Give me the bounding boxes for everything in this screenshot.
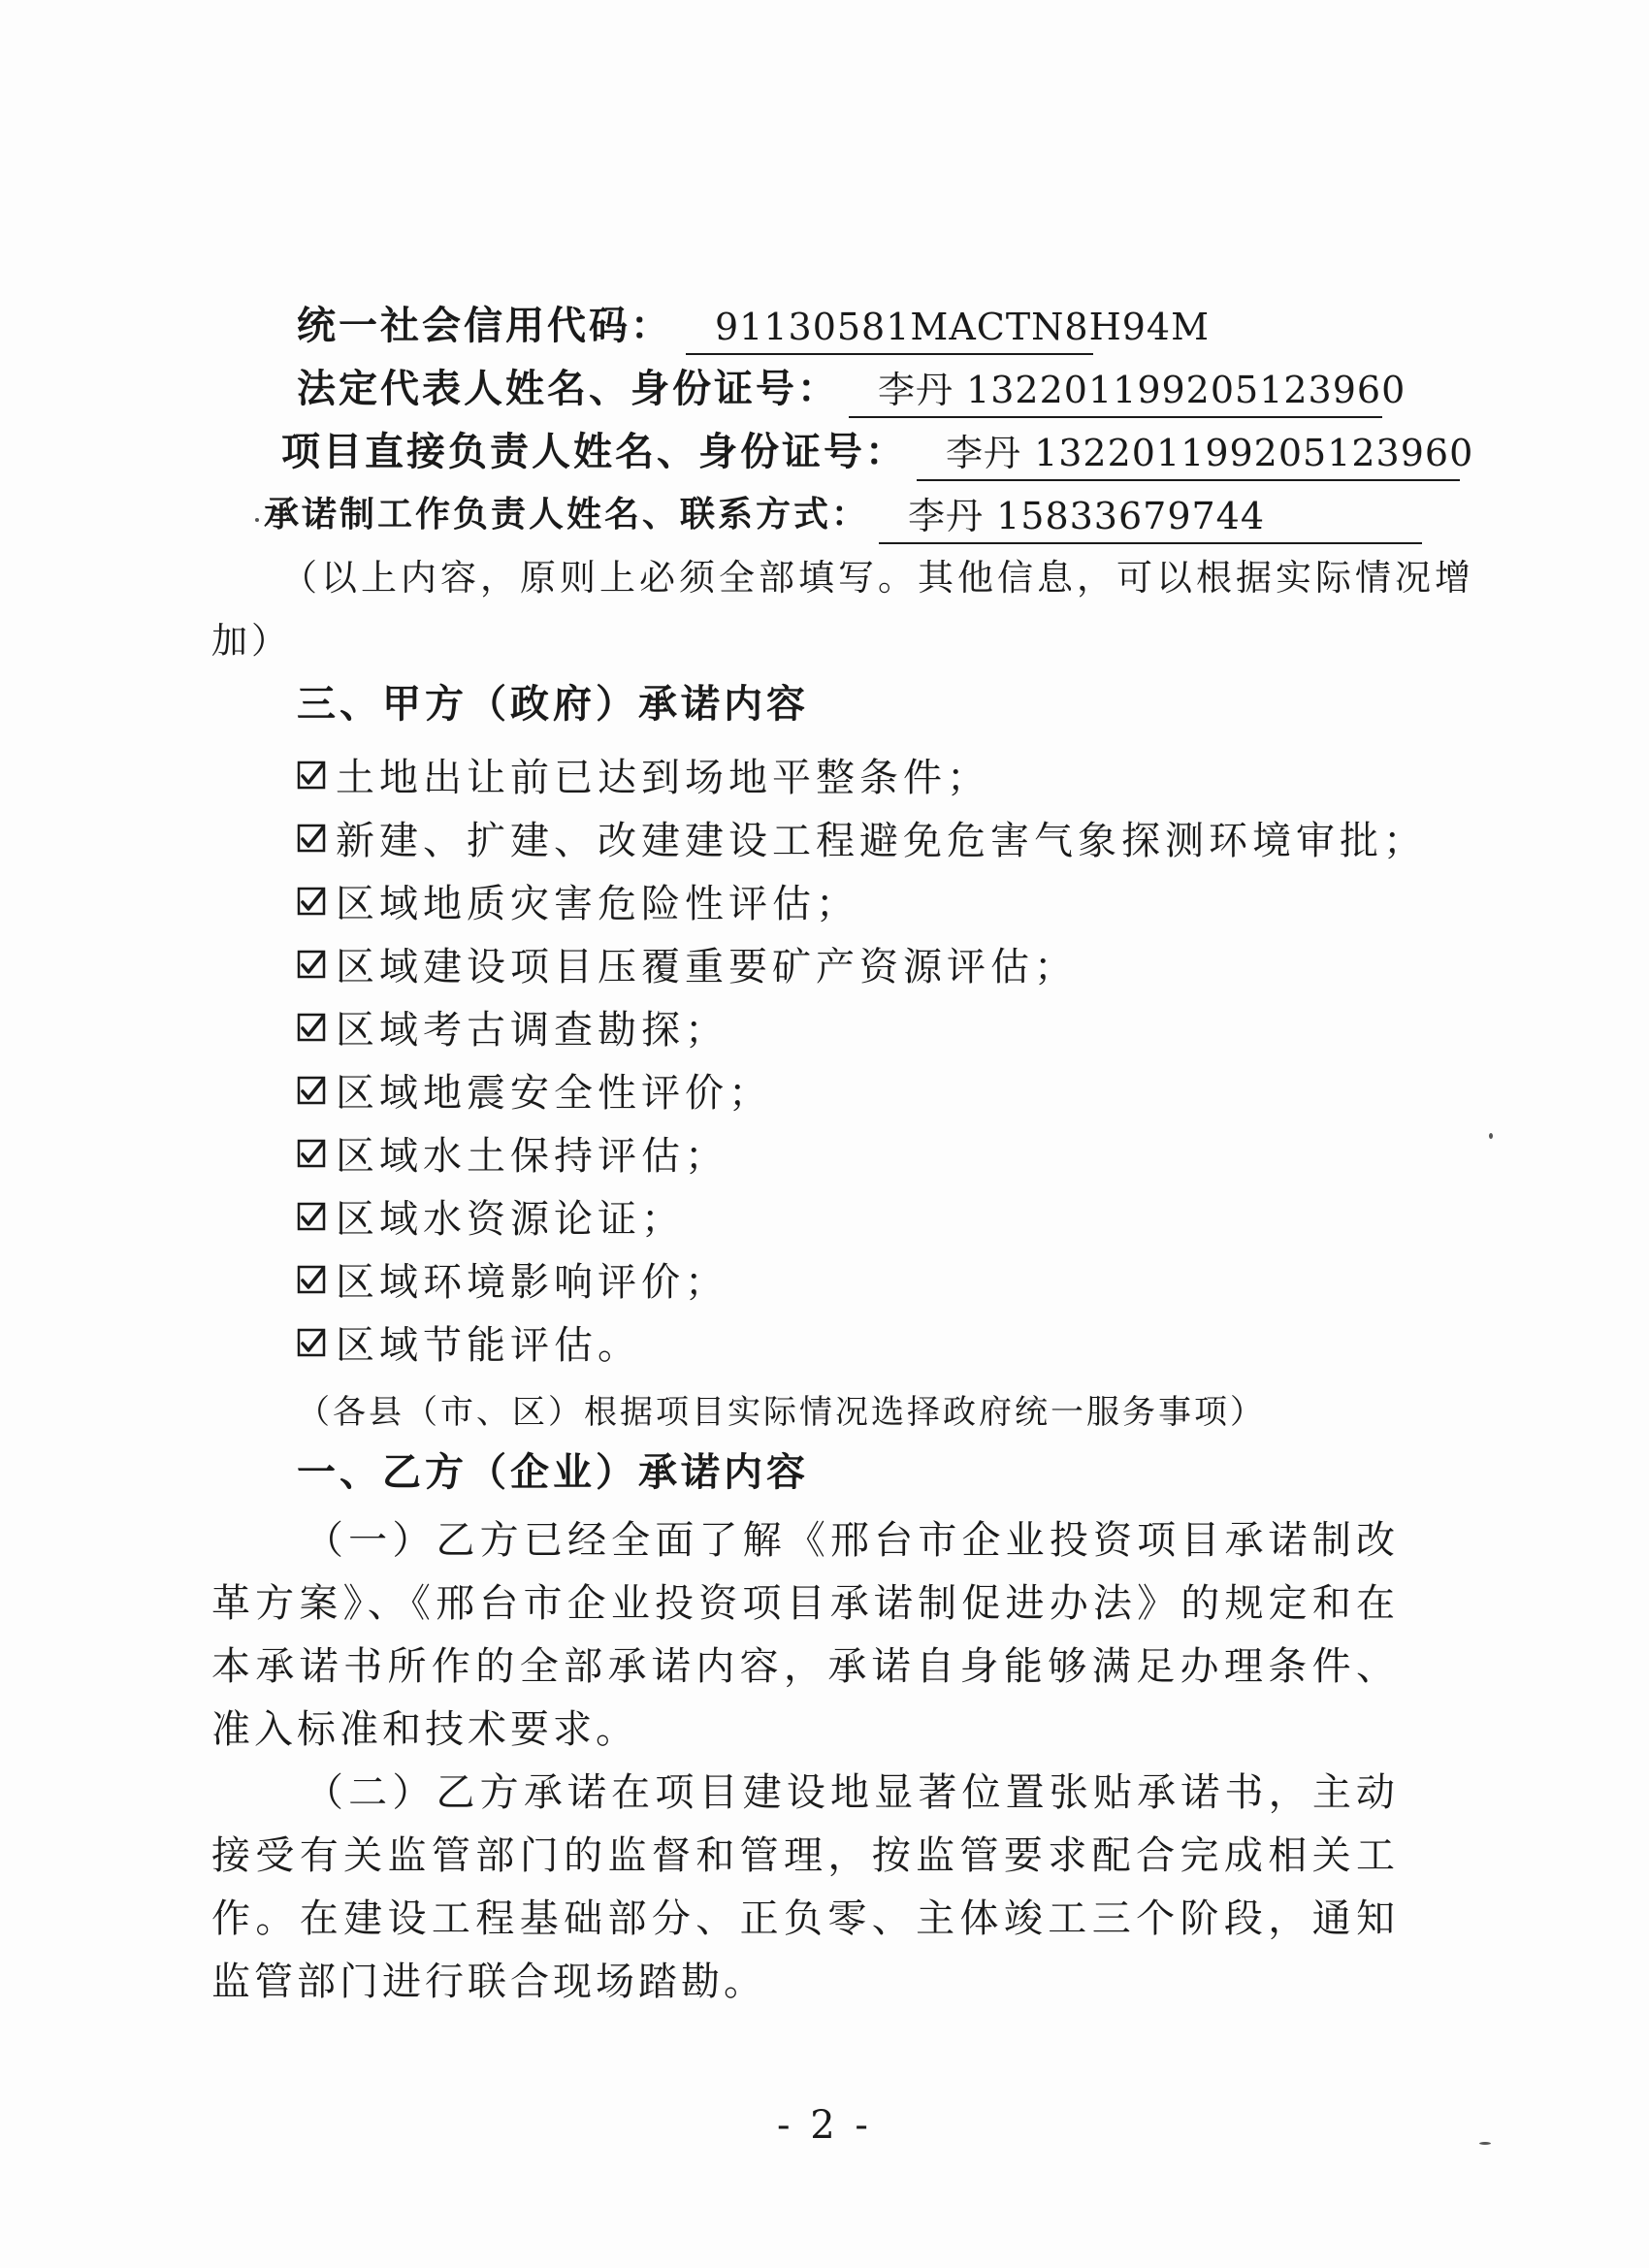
info-note-line2: 加） bbox=[211, 620, 291, 662]
checkbox-checked-icon bbox=[297, 950, 326, 979]
scan-speck bbox=[255, 518, 259, 522]
legal-rep-label: 法定代表人姓名、身份证号： bbox=[297, 367, 839, 411]
checkbox-checked-icon bbox=[297, 824, 326, 853]
government-commitment-item bbox=[297, 1184, 1427, 1247]
government-commitment-label: 区域水土保持评估； bbox=[336, 1134, 728, 1179]
government-commitment-label: 区域地震安全性评价； bbox=[336, 1071, 772, 1116]
enterprise-paragraph-2: （二）乙方承诺在项目建设地显著位置张贴承诺书，主动接受有关监管部门的监督和管理，按监管要求配合完成相关工作。在建设工程基础部分、正负零、主体竣工三个阶段，通知监管部门进行联合现场踏勘。 bbox=[211, 1770, 1399, 2004]
government-commitment-item bbox=[297, 1311, 1427, 1374]
enterprise-paragraph-1: （一）乙方已经全面了解《邢台市企业投资项目承诺制改革方案》、《邢台市企业投资项目承诺制促进办法》的规定和在本承诺书所作的全部承诺内容，承诺自身能够满足办理条件、准入标准和技术要求。 bbox=[211, 1518, 1399, 1752]
government-commitment-list bbox=[297, 743, 1427, 1374]
government-commitment-item bbox=[297, 806, 1427, 869]
checkbox-checked-icon bbox=[297, 1013, 326, 1042]
government-commitment-label: 区域水资源论证； bbox=[336, 1197, 685, 1242]
government-commitment-item bbox=[297, 1058, 1427, 1121]
credit-code-row bbox=[297, 297, 1211, 355]
legal-rep-value: 李丹 132201199205123960 bbox=[849, 364, 1382, 418]
checkbox-checked-icon bbox=[297, 1202, 326, 1231]
government-commitment-label: 区域节能评估。 bbox=[336, 1323, 641, 1368]
project-lead-row bbox=[281, 423, 1474, 481]
credit-code-value: 91130581MACTN8H94M bbox=[686, 301, 1093, 355]
project-lead-label: 项目直接负责人姓名、身份证号： bbox=[281, 430, 907, 474]
commitment-lead-row bbox=[264, 486, 1422, 544]
checkbox-checked-icon bbox=[297, 1265, 326, 1294]
legal-rep-row bbox=[297, 360, 1406, 418]
info-note-line1: （以上内容，原则上必须全部填写。其他信息，可以根据实际情况增 bbox=[281, 557, 1474, 599]
scan-speck bbox=[1489, 1133, 1493, 1139]
commitment-lead-value: 李丹 15833679744 bbox=[879, 490, 1422, 544]
government-section-heading: 三、甲方（政府）承诺内容 bbox=[297, 682, 809, 727]
government-commitment-label: 区域考古调查勘探； bbox=[336, 1008, 728, 1053]
government-commitment-item bbox=[297, 743, 1427, 806]
commitment-lead-label: 承诺制工作负责人姓名、联系方式： bbox=[264, 495, 870, 535]
government-commitment-label: 区域环境影响评价； bbox=[336, 1260, 728, 1305]
government-commitment-label: 土地出让前已达到场地平整条件； bbox=[336, 756, 990, 800]
government-commitment-item bbox=[297, 1121, 1427, 1184]
project-lead-value: 李丹 132201199205123960 bbox=[917, 427, 1460, 481]
scan-speck bbox=[1479, 2142, 1491, 2145]
government-commitment-item bbox=[297, 932, 1427, 995]
government-commitment-item bbox=[297, 995, 1427, 1058]
checkbox-checked-icon bbox=[297, 1076, 326, 1105]
credit-code-label: 统一社会信用代码： bbox=[297, 304, 672, 348]
enterprise-section-heading: 一、乙方（企业）承诺内容 bbox=[297, 1450, 809, 1495]
government-commitment-item bbox=[297, 869, 1427, 932]
checkbox-checked-icon bbox=[297, 1328, 326, 1357]
government-commitment-item bbox=[297, 1247, 1427, 1311]
checkbox-checked-icon bbox=[297, 887, 326, 916]
government-commitment-label: 新建、扩建、改建建设工程避免危害气象探测环境审批； bbox=[336, 819, 1427, 863]
checkbox-checked-icon bbox=[297, 1139, 326, 1168]
government-section-note: （各县（市、区）根据项目实际情况选择政府统一服务事项） bbox=[297, 1393, 1266, 1432]
government-commitment-label: 区域建设项目压覆重要矿产资源评估； bbox=[336, 945, 1078, 989]
government-commitment-label: 区域地质灾害危险性评估； bbox=[336, 882, 859, 926]
page-number: - 2 - bbox=[777, 2103, 872, 2148]
checkbox-checked-icon bbox=[297, 761, 326, 790]
